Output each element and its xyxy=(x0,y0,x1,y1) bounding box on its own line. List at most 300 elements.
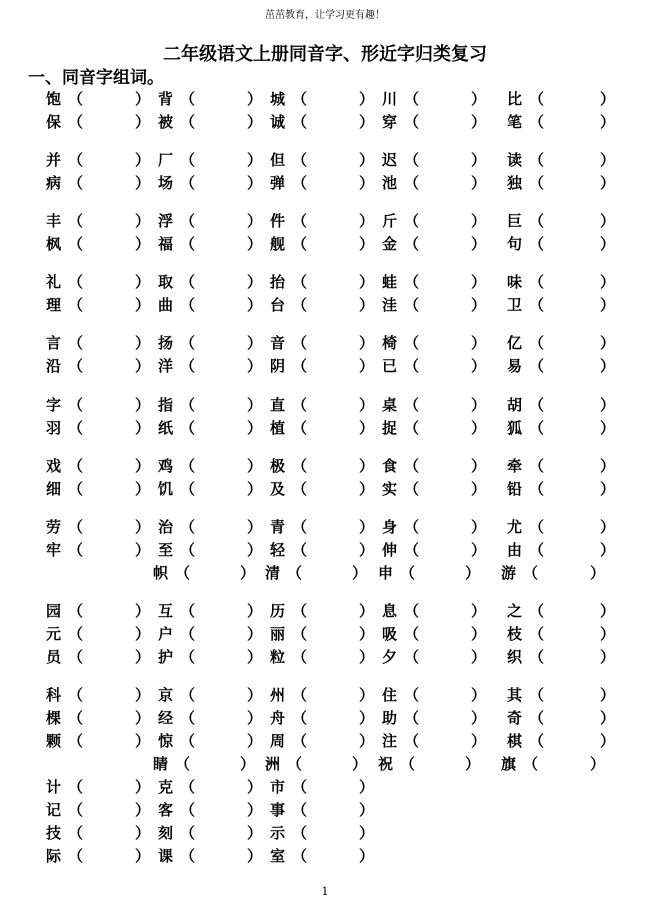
answer-blank-close: ） xyxy=(471,212,487,230)
character: 历 xyxy=(270,602,286,620)
answer-blank-open: （ xyxy=(529,174,545,192)
answer-blank-close: ） xyxy=(135,709,151,727)
character: 棵 xyxy=(46,709,62,727)
answer-blank-open: （ xyxy=(292,732,308,750)
answer-blank-close: ） xyxy=(247,113,263,131)
character: 室 xyxy=(270,847,286,865)
word-row xyxy=(0,210,650,232)
word-row xyxy=(0,753,650,775)
answer-blank-open: （ xyxy=(404,709,420,727)
answer-blank-close: ） xyxy=(471,334,487,352)
answer-blank-close: ） xyxy=(471,419,487,437)
answer-blank-open: （ xyxy=(68,480,84,498)
answer-blank-open: （ xyxy=(180,419,196,437)
answer-blank-close: ） xyxy=(600,648,616,666)
character: 音 xyxy=(270,334,286,352)
character: 礼 xyxy=(46,273,62,291)
answer-blank-open: （ xyxy=(292,334,308,352)
answer-blank-close: ） xyxy=(600,480,616,498)
answer-blank-open: （ xyxy=(68,778,84,796)
answer-blank-close: ） xyxy=(247,334,263,352)
answer-blank-close: ） xyxy=(359,686,375,704)
character: 胡 xyxy=(507,396,523,414)
answer-blank-close: ） xyxy=(600,732,616,750)
answer-blank-close: ） xyxy=(465,564,481,582)
page-number: 1 xyxy=(321,885,329,898)
answer-blank-close: ） xyxy=(135,90,151,108)
answer-blank-close: ） xyxy=(135,357,151,375)
answer-blank-close: ） xyxy=(359,778,375,796)
answer-blank-open: （ xyxy=(68,847,84,865)
answer-blank-open: （ xyxy=(404,625,420,643)
answer-blank-open: （ xyxy=(180,847,196,865)
answer-blank-close: ） xyxy=(359,212,375,230)
character: 计 xyxy=(46,778,62,796)
character: 周 xyxy=(270,732,286,750)
answer-blank-open: （ xyxy=(180,273,196,291)
answer-blank-close: ） xyxy=(135,801,151,819)
answer-blank-open: （ xyxy=(529,357,545,375)
answer-blank-close: ） xyxy=(600,396,616,414)
character: 狐 xyxy=(507,419,523,437)
answer-blank-open: （ xyxy=(292,602,308,620)
answer-blank-close: ） xyxy=(240,755,256,773)
character: 亿 xyxy=(507,334,523,352)
answer-blank-close: ） xyxy=(135,113,151,131)
answer-blank-close: ） xyxy=(359,273,375,291)
character: 惊 xyxy=(158,732,174,750)
answer-blank-close: ） xyxy=(471,174,487,192)
character: 夕 xyxy=(382,648,398,666)
answer-blank-open: （ xyxy=(404,174,420,192)
character: 饱 xyxy=(46,90,62,108)
character: 护 xyxy=(158,648,174,666)
character: 技 xyxy=(46,824,62,842)
word-row xyxy=(0,707,650,729)
answer-blank-close: ） xyxy=(471,151,487,169)
word-row xyxy=(0,646,650,668)
word-row xyxy=(0,776,650,798)
answer-blank-open: （ xyxy=(292,419,308,437)
answer-blank-open: （ xyxy=(68,419,84,437)
answer-blank-open: （ xyxy=(180,686,196,704)
character: 祝 xyxy=(378,755,394,773)
answer-blank-open: （ xyxy=(292,709,308,727)
answer-blank-close: ） xyxy=(247,778,263,796)
answer-blank-open: （ xyxy=(180,541,196,559)
answer-blank-close: ） xyxy=(600,174,616,192)
answer-blank-open: （ xyxy=(529,113,545,131)
answer-blank-open: （ xyxy=(68,334,84,352)
answer-blank-close: ） xyxy=(359,709,375,727)
character: 但 xyxy=(270,151,286,169)
answer-blank-open: （ xyxy=(529,396,545,414)
character: 指 xyxy=(158,396,174,414)
answer-blank-open: （ xyxy=(292,90,308,108)
word-row xyxy=(0,111,650,133)
character: 及 xyxy=(270,480,286,498)
answer-blank-close: ） xyxy=(590,564,606,582)
answer-blank-close: ） xyxy=(247,419,263,437)
answer-blank-open: （ xyxy=(68,824,84,842)
character: 睛 xyxy=(153,755,169,773)
answer-blank-open: （ xyxy=(180,801,196,819)
answer-blank-close: ） xyxy=(471,357,487,375)
answer-blank-open: （ xyxy=(292,457,308,475)
character: 员 xyxy=(46,648,62,666)
answer-blank-close: ） xyxy=(247,732,263,750)
answer-blank-close: ） xyxy=(247,235,263,253)
answer-blank-open: （ xyxy=(404,357,420,375)
character: 福 xyxy=(158,235,174,253)
character: 纸 xyxy=(158,419,174,437)
answer-blank-open: （ xyxy=(180,357,196,375)
word-row xyxy=(0,623,650,645)
answer-blank-close: ） xyxy=(471,273,487,291)
word-row xyxy=(0,600,650,622)
character: 吸 xyxy=(382,625,398,643)
answer-blank-open: （ xyxy=(404,480,420,498)
answer-blank-open: （ xyxy=(68,801,84,819)
character: 刻 xyxy=(158,824,174,842)
answer-blank-open: （ xyxy=(404,457,420,475)
answer-blank-close: ） xyxy=(247,847,263,865)
answer-blank-open: （ xyxy=(292,801,308,819)
answer-blank-open: （ xyxy=(180,732,196,750)
character: 住 xyxy=(382,686,398,704)
answer-blank-open: （ xyxy=(180,396,196,414)
answer-blank-close: ） xyxy=(247,648,263,666)
answer-blank-close: ） xyxy=(471,541,487,559)
character: 注 xyxy=(382,732,398,750)
answer-blank-close: ） xyxy=(247,296,263,314)
answer-blank-open: （ xyxy=(180,113,196,131)
word-row xyxy=(0,355,650,377)
answer-blank-close: ） xyxy=(471,480,487,498)
answer-blank-open: （ xyxy=(68,396,84,414)
character: 迟 xyxy=(382,151,398,169)
character: 由 xyxy=(507,541,523,559)
answer-blank-open: （ xyxy=(292,174,308,192)
answer-blank-close: ） xyxy=(600,457,616,475)
character: 蛙 xyxy=(382,273,398,291)
section-heading: 一、同音字组词。 xyxy=(28,68,164,88)
character: 斤 xyxy=(382,212,398,230)
character: 申 xyxy=(378,564,394,582)
answer-blank-open: （ xyxy=(292,480,308,498)
answer-blank-close: ） xyxy=(135,419,151,437)
answer-blank-open: （ xyxy=(68,174,84,192)
answer-blank-close: ） xyxy=(135,686,151,704)
answer-blank-open: （ xyxy=(404,151,420,169)
answer-blank-close: ） xyxy=(600,113,616,131)
character: 字 xyxy=(46,396,62,414)
answer-blank-open: （ xyxy=(292,625,308,643)
answer-blank-open: （ xyxy=(68,357,84,375)
answer-blank-open: （ xyxy=(68,602,84,620)
character: 浮 xyxy=(158,212,174,230)
character: 实 xyxy=(382,480,398,498)
word-row xyxy=(0,845,650,867)
character: 舰 xyxy=(270,235,286,253)
character: 病 xyxy=(46,174,62,192)
answer-blank-open: （ xyxy=(529,457,545,475)
character: 洼 xyxy=(382,296,398,314)
answer-blank-close: ） xyxy=(135,602,151,620)
word-row xyxy=(0,799,650,821)
character: 户 xyxy=(158,625,174,643)
answer-blank-open: （ xyxy=(529,151,545,169)
answer-blank-close: ） xyxy=(135,518,151,536)
answer-blank-close: ） xyxy=(471,90,487,108)
answer-blank-close: ） xyxy=(359,419,375,437)
answer-blank-close: ） xyxy=(247,480,263,498)
answer-blank-close: ） xyxy=(135,212,151,230)
answer-blank-open: （ xyxy=(523,564,539,582)
character: 织 xyxy=(507,648,523,666)
character: 克 xyxy=(158,778,174,796)
answer-blank-close: ） xyxy=(600,709,616,727)
character: 丽 xyxy=(270,625,286,643)
character: 曲 xyxy=(158,296,174,314)
character: 饥 xyxy=(158,480,174,498)
answer-blank-open: （ xyxy=(180,480,196,498)
character: 羽 xyxy=(46,419,62,437)
character: 科 xyxy=(46,686,62,704)
answer-blank-close: ） xyxy=(247,625,263,643)
answer-blank-open: （ xyxy=(292,648,308,666)
answer-blank-close: ） xyxy=(247,824,263,842)
answer-blank-close: ） xyxy=(471,518,487,536)
character: 洋 xyxy=(158,357,174,375)
answer-blank-close: ） xyxy=(600,541,616,559)
answer-blank-open: （ xyxy=(529,602,545,620)
answer-blank-close: ） xyxy=(600,235,616,253)
answer-blank-open: （ xyxy=(529,625,545,643)
answer-blank-close: ） xyxy=(471,457,487,475)
answer-blank-open: （ xyxy=(180,235,196,253)
word-row xyxy=(0,417,650,439)
answer-blank-close: ） xyxy=(471,235,487,253)
answer-blank-close: ） xyxy=(359,625,375,643)
character: 治 xyxy=(158,518,174,536)
answer-blank-close: ） xyxy=(600,518,616,536)
answer-blank-open: （ xyxy=(180,457,196,475)
character: 已 xyxy=(382,357,398,375)
character: 枝 xyxy=(507,625,523,643)
answer-blank-open: （ xyxy=(292,212,308,230)
answer-blank-open: （ xyxy=(404,296,420,314)
answer-blank-open: （ xyxy=(68,212,84,230)
answer-blank-open: （ xyxy=(180,709,196,727)
answer-blank-open: （ xyxy=(180,648,196,666)
character: 被 xyxy=(158,113,174,131)
word-row xyxy=(0,294,650,316)
character: 捉 xyxy=(382,419,398,437)
answer-blank-open: （ xyxy=(180,778,196,796)
answer-blank-close: ） xyxy=(247,541,263,559)
character: 理 xyxy=(46,296,62,314)
answer-blank-open: （ xyxy=(180,824,196,842)
answer-blank-close: ） xyxy=(247,457,263,475)
answer-blank-close: ） xyxy=(600,625,616,643)
character: 诚 xyxy=(270,113,286,131)
answer-blank-close: ） xyxy=(359,824,375,842)
answer-blank-close: ） xyxy=(600,273,616,291)
answer-blank-open: （ xyxy=(404,113,420,131)
answer-blank-open: （ xyxy=(180,151,196,169)
character: 沿 xyxy=(46,357,62,375)
answer-blank-close: ） xyxy=(600,602,616,620)
answer-blank-close: ） xyxy=(471,732,487,750)
answer-blank-open: （ xyxy=(68,90,84,108)
answer-blank-open: （ xyxy=(68,151,84,169)
answer-blank-close: ） xyxy=(600,334,616,352)
character: 京 xyxy=(158,686,174,704)
word-row xyxy=(0,233,650,255)
answer-blank-open: （ xyxy=(68,518,84,536)
character: 卫 xyxy=(507,296,523,314)
character: 并 xyxy=(46,151,62,169)
character: 比 xyxy=(507,90,523,108)
answer-blank-close: ） xyxy=(471,709,487,727)
answer-blank-open: （ xyxy=(68,541,84,559)
character: 金 xyxy=(382,235,398,253)
character: 至 xyxy=(158,541,174,559)
answer-blank-close: ） xyxy=(600,296,616,314)
answer-blank-close: ） xyxy=(359,174,375,192)
answer-blank-open: （ xyxy=(529,296,545,314)
answer-blank-open: （ xyxy=(529,235,545,253)
answer-blank-open: （ xyxy=(404,419,420,437)
answer-blank-close: ） xyxy=(135,396,151,414)
answer-blank-close: ） xyxy=(247,686,263,704)
answer-blank-close: ） xyxy=(247,709,263,727)
word-row xyxy=(0,478,650,500)
character: 台 xyxy=(270,296,286,314)
character: 际 xyxy=(46,847,62,865)
answer-blank-close: ） xyxy=(471,648,487,666)
answer-blank-open: （ xyxy=(292,686,308,704)
character: 戏 xyxy=(46,457,62,475)
answer-blank-close: ） xyxy=(359,90,375,108)
character: 助 xyxy=(382,709,398,727)
word-row xyxy=(0,455,650,477)
answer-blank-open: （ xyxy=(404,396,420,414)
answer-blank-open: （ xyxy=(68,625,84,643)
answer-blank-open: （ xyxy=(404,235,420,253)
answer-blank-open: （ xyxy=(529,541,545,559)
answer-blank-close: ） xyxy=(600,686,616,704)
answer-blank-open: （ xyxy=(404,686,420,704)
character: 保 xyxy=(46,113,62,131)
word-row xyxy=(0,149,650,171)
character: 互 xyxy=(158,602,174,620)
answer-blank-open: （ xyxy=(180,334,196,352)
answer-blank-open: （ xyxy=(404,648,420,666)
answer-blank-open: （ xyxy=(529,518,545,536)
answer-blank-close: ） xyxy=(471,686,487,704)
answer-blank-open: （ xyxy=(529,212,545,230)
character: 之 xyxy=(507,602,523,620)
answer-blank-open: （ xyxy=(292,235,308,253)
answer-blank-open: （ xyxy=(529,273,545,291)
answer-blank-open: （ xyxy=(529,480,545,498)
character: 阴 xyxy=(270,357,286,375)
answer-blank-open: （ xyxy=(180,625,196,643)
answer-blank-close: ） xyxy=(135,778,151,796)
word-row xyxy=(0,332,650,354)
answer-blank-open: （ xyxy=(404,541,420,559)
character: 身 xyxy=(382,518,398,536)
character: 元 xyxy=(46,625,62,643)
character: 清 xyxy=(265,564,281,582)
character: 读 xyxy=(507,151,523,169)
answer-blank-close: ） xyxy=(359,541,375,559)
answer-blank-close: ） xyxy=(352,755,368,773)
answer-blank-open: （ xyxy=(529,90,545,108)
page-title: 二年级语文上册同音字、形近字归类复习 xyxy=(163,44,487,65)
answer-blank-close: ） xyxy=(359,113,375,131)
answer-blank-open: （ xyxy=(292,357,308,375)
answer-blank-open: （ xyxy=(68,273,84,291)
answer-blank-close: ） xyxy=(590,755,606,773)
answer-blank-close: ） xyxy=(359,235,375,253)
character: 抬 xyxy=(270,273,286,291)
answer-blank-close: ） xyxy=(359,602,375,620)
answer-blank-close: ） xyxy=(359,847,375,865)
answer-blank-open: （ xyxy=(287,755,303,773)
word-row xyxy=(0,88,650,110)
answer-blank-close: ） xyxy=(600,90,616,108)
answer-blank-open: （ xyxy=(404,334,420,352)
character: 轻 xyxy=(270,541,286,559)
answer-blank-open: （ xyxy=(68,732,84,750)
character: 铅 xyxy=(507,480,523,498)
character: 奇 xyxy=(507,709,523,727)
answer-blank-close: ） xyxy=(471,296,487,314)
answer-blank-open: （ xyxy=(404,602,420,620)
answer-blank-open: （ xyxy=(68,457,84,475)
word-row xyxy=(0,172,650,194)
answer-blank-open: （ xyxy=(292,151,308,169)
answer-blank-open: （ xyxy=(404,212,420,230)
answer-blank-open: （ xyxy=(529,732,545,750)
answer-blank-open: （ xyxy=(523,755,539,773)
character: 其 xyxy=(507,686,523,704)
answer-blank-close: ） xyxy=(359,457,375,475)
character: 洲 xyxy=(265,755,281,773)
answer-blank-close: ） xyxy=(247,357,263,375)
answer-blank-close: ） xyxy=(135,334,151,352)
answer-blank-close: ） xyxy=(135,235,151,253)
character: 厂 xyxy=(158,151,174,169)
answer-blank-open: （ xyxy=(292,273,308,291)
answer-blank-open: （ xyxy=(68,686,84,704)
character: 枫 xyxy=(46,235,62,253)
character: 极 xyxy=(270,457,286,475)
answer-blank-open: （ xyxy=(175,755,191,773)
answer-blank-close: ） xyxy=(247,602,263,620)
answer-blank-open: （ xyxy=(68,648,84,666)
word-row xyxy=(0,822,650,844)
answer-blank-open: （ xyxy=(68,235,84,253)
answer-blank-open: （ xyxy=(292,396,308,414)
answer-blank-open: （ xyxy=(404,518,420,536)
answer-blank-close: ） xyxy=(471,113,487,131)
answer-blank-close: ） xyxy=(359,480,375,498)
character: 背 xyxy=(158,90,174,108)
